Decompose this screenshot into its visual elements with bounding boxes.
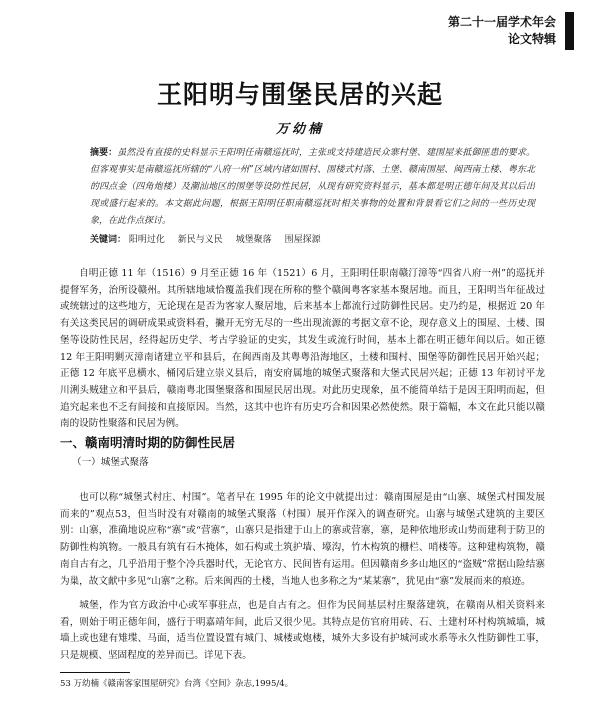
header-bar-decoration: [565, 12, 574, 50]
section-heading: 一、赣南明清时期的防御性民居: [60, 435, 236, 450]
abstract: [90, 145, 535, 230]
keywords: [90, 233, 535, 247]
keyword-item: 新民与义民: [177, 235, 223, 245]
keywords-label: 关键词：: [90, 235, 127, 245]
footnote: 53 万幼楠《赣南客家围屋研究》台湾《空间》杂志,1995/4。: [60, 679, 294, 689]
body-paragraph: 城堡，作为官方政治中心或军事驻点，也是自古有之。但作为民间基层村庄聚落建筑，在赣南从相关资料来看，则始于明正德年间，盛行于明嘉靖年间，此后又很少见。其特点是仿官府用砖、石、土建村环村构筑城墙，城墙上或也建有雉堞、马面，适当位置设置有城门、城楼或炮楼，城外大多设有护城河或水系等永久性防御性工事，只是规模、坚固程度的差异而已。详见下表。: [60, 600, 545, 662]
abstract-text: 虽然没有直接的史料显示王阳明任南赣巡抚时，主张或支持建造民众寨村堡、建围屋来抵御匪患的要求。但客观事实是南赣巡抚所辖的“八府一州”区域内诸如围村、围楼式村落、土堡、赣南围屋、闽西南土楼、粤东北的四点金（四角炮楼）及潮汕地区的围堡等设防性民居，从现有研究资料显示，基本都是明正德年间及其以后出现或盛行起来的。本文据此问题，根据王阳明任职南赣巡抚时相关事物的处置和背景看它们之间的一些历史现象，在此作点探讨。: [90, 148, 535, 226]
running-header: [448, 14, 556, 48]
header-conference: 第二十一届学术年会: [447, 15, 556, 29]
abstract-label: 摘要：: [90, 148, 118, 158]
article-title: 王阳明与围堡民居的兴起: [156, 80, 443, 109]
keyword-item: 阳明过化: [128, 235, 165, 245]
header-special-issue: 论文特辑: [507, 32, 556, 46]
subsection-heading: （一）城堡式聚落: [72, 457, 149, 468]
body-paragraph: 自明正德 11 年（1516）9 月至正德 16 年（1521）6 月，王阳明任职南赣汀漳等“四省八府一州”的巡抚并提督军务，治所设赣州。其所辖地域恰覆盖我们现在所称的整个赣闽粤客家基本聚居地。而且，王阳明当年征战过或统辖过的这些地方，无论现在是否为客家人聚居地，后来基本上都流行过防御性民居。史乃约是，根据近 20 年有关这类民居的调研成果或资料看，撇开无穷无尽的一些出现流源的考据文章不论，现存意义上的围屋、土楼、围堡等设防性民居，经得起历史学、考古学验证的史实，其发生或流行时间，基本上都在明正德年间以后。如正德 12 年王阳明剿灭漳南诸建立平和县后，在闽西南及其粤粤沿海地区，土楼和围村、围堡等防御性民居开始兴起；正德 12 年底平息横水、桶冈后建立崇义县后，南安府属地的城堡式聚落和大堡式民居兴起；正德 13 年初讨平龙川浰头贼建立和平县后，赣南粤北围堡聚落和围屋民居出现。对此历史现象，虽不能简单结于是因王阳明而起，但追究起来也不乏有间接和直接原因。当然，这其中也许有历史巧合和因果必然使然。限于篇幅，本文在此只能以赣南的设防性聚落和民居为例。: [60, 268, 545, 430]
footnote-divider: [60, 672, 130, 673]
body-paragraph: 也可以称“城堡式村庄、村围”。笔者早在 1995 年的论文中就提出过：赣南围屋是由“山寨、城堡式村围发展而来的”观点53，但当时没有对赣南的城堡式聚落（村围）展开作深入的调查研究。山寨与城堡式建筑的主要区别：山寨，准确地说应称“寨”或“营寨”，山寨只是指建于山上的寨或营寨，寨，是种依地形或山势而建利于防卫的防御性构筑物。一般具有筑有石木掩体，如石构或土筑护墙、壕沟，竹木构筑的栅栏、哨楼等。这种建构筑物，赣南自古有之，几乎沿用于整个冷兵器时代，无论官方、民间皆有运用。但因赣南乡多山地区的“盗贼”常据山险结寨为巢，故文献中多见“山寨”之称。后来闽西的土楼，当地人也多称之为“某某寨”，犹见由“寨”发展而来的痕迹。: [60, 492, 545, 587]
keyword-item: 围屋探源: [284, 235, 321, 245]
article-author: 万幼楠: [275, 122, 324, 137]
keyword-item: 城堡聚落: [235, 235, 272, 245]
